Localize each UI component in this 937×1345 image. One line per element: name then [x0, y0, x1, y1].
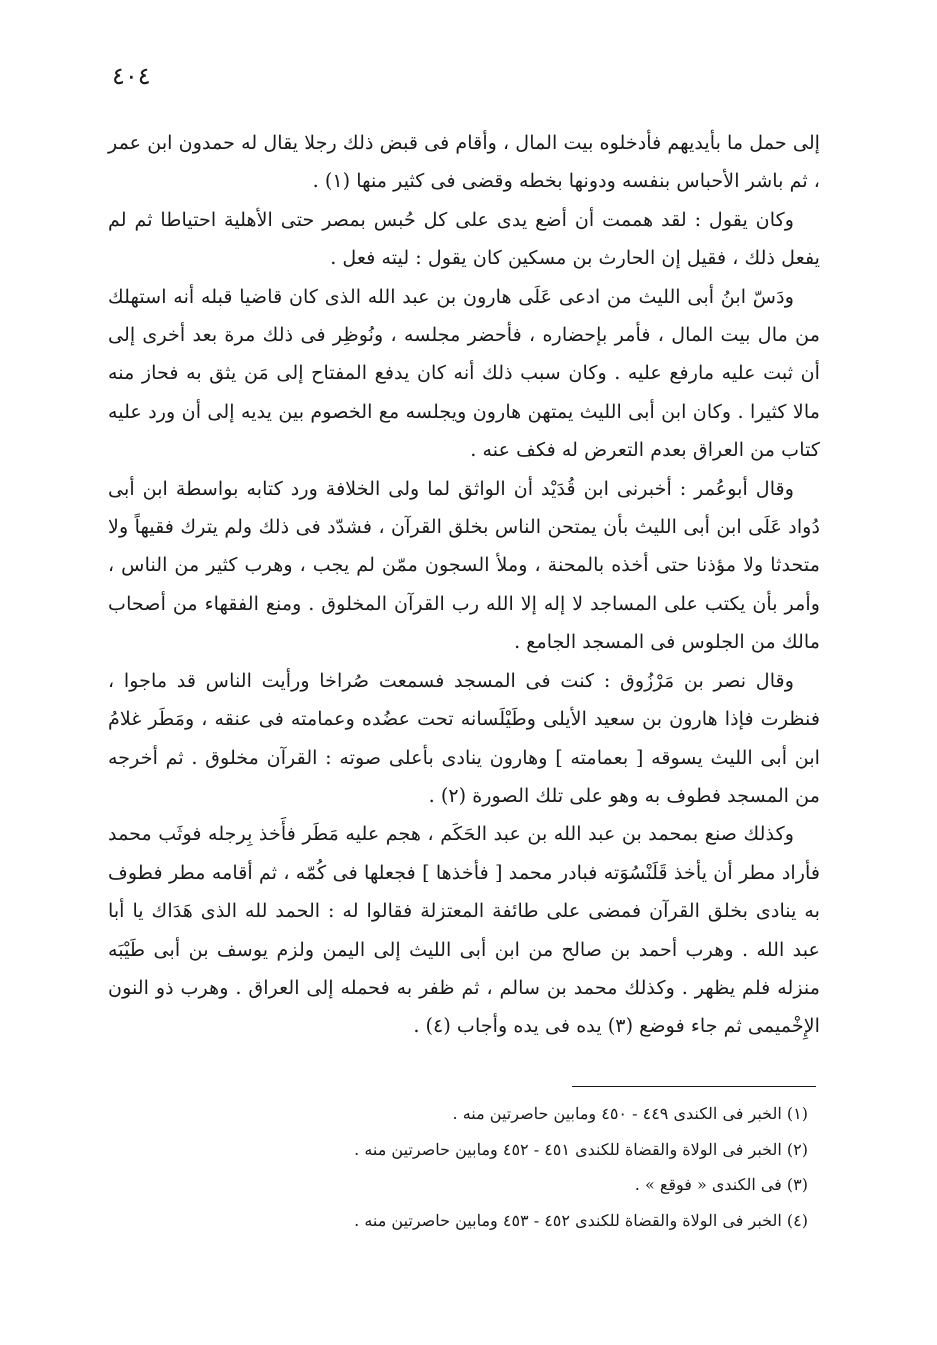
- footnote: (٤) الخبر فى الولاة والقضاة للكندى ٤٥٢ - ٤٥٣ ومابين حاصرتين منه .: [354, 1210, 808, 1230]
- footnote: (٣) فى الكندى « فوقع » .: [634, 1175, 808, 1194]
- page-number: ٤٠٤: [112, 62, 151, 90]
- footnote: (١) الخبر فى الكندى ٤٤٩ - ٤٥٠ ومابين حاصرتين منه .: [452, 1104, 808, 1123]
- paragraph: ودَسّ ابنُ أبى الليث من ادعى عَلَى هارون بن عبد الله الذى كان قاضيا قبله أنه استهلك من مال بيت المال ، فأمر بإحضاره ، فأحضر مجلسه ، ونُوظِر فى ذلك مرة بعد أخرى إلى أن ثبت عليه مارفع عليه . وكان سبب ذلك أنه كان يدفع المفتاح إلى مَن يثق به فحاز منه مالا كثيرا . وكان ابن أبى الليث يمتهن هارون ويجلسه مع الخصوم بين يديه إلى أن ورد عليه كتاب من العراق بعدم التعرض له فكف عنه .: [108, 284, 820, 462]
- paragraph: وقال نصر بن مَرْزُوق : كنت فى المسجد فسمعت صُراخا ورأيت الناس قد ماجوا ، فنظرت فإذا هارون بن سعيد الأيلى وطَيْلَسانه تحت عضُده وعمامته فى عنقه ، ومَطَر غلامُ ابن أبى الليث يسوقه [ بعمامته ] وهارون ينادى بأعلى صوته : القرآن مخلوق . ثم أخرجه من المسجد فطوف به وهو على تلك الصورة (٢) .: [108, 668, 820, 807]
- paragraph: إلى حمل ما بأيديهم فأدخلوه بيت المال ، وأقام فى قبض ذلك رجلا يقال له حمدون ابن عمر ، ثم باشر الأحباس بنفسه ودونها بخطه وقضى فى كثير منها (١) .: [108, 131, 820, 193]
- footnote: (٢) الخبر فى الولاة والقضاة للكندى ٤٥١ - ٤٥٢ ومابين حاصرتين منه .: [354, 1139, 808, 1159]
- paragraph: وكذلك صنع بمحمد بن عبد الله بن عبد الحَكَم ، هجم عليه مَطَر فأَخذ بِرجله فوثَب محمد فأراد مطر أن يأخذ قَلَنْسُوَته فبادر محمد [ فأخذها ] فجعلها فى كُمّه ، ثم أقامه مطر فطوف به ينادى بخلق القرآن فمضى على طائفة المعتزلة فقالوا له : الحمد لله الذى هَدَاك يا أبا عبد الله . وهرب أحمد بن صالح من ابن أبى الليث إلى اليمن ولزم يوسف بن أبى طَيْبَه منزله فلم يظهر . وكذلك محمد بن سالم ، ثم ظفر به فحمله إلى العراق . وهرب ذو النون الإِخْميمى ثم جاء فوضع (٣) يده فى يده وأجاب (٤) .: [108, 822, 820, 1038]
- footnotes: [108, 1096, 808, 1238]
- paragraph: وقال أبوعُمر : أخبرنى ابن قُدَيْد أن الواثق لما ولى الخلافة ورد كتابه بواسطة ابن أبى دُواد عَلَى ابن أبى الليث بأن يمتحن الناس بخلق القرآن ، فشدّد فى ذلك ولم يترك فقيهاً ولا متحدثا ولا مؤذنا حتى أخذه بالمحنة ، وملأ السجون ممّن لم يجب ، وهرب كثير من الناس ، وأمر بأن يكتب على المساجد لا إله إلا الله رب القرآن المخلوق . ومنع الفقهاء من أصحاب مالك من الجلوس فى المسجد الجامع .: [108, 476, 820, 654]
- main-text: [108, 124, 820, 1046]
- footnote-divider: [572, 1086, 816, 1087]
- paragraph: وكان يقول : لقد هممت أن أضع يدى على كل حُبس بمصر حتى الأهلية احتياطا ثم لم يفعل ذلك ، فقيل إن الحارث بن مسكين كان يقول : ليته فعل .: [108, 207, 820, 270]
